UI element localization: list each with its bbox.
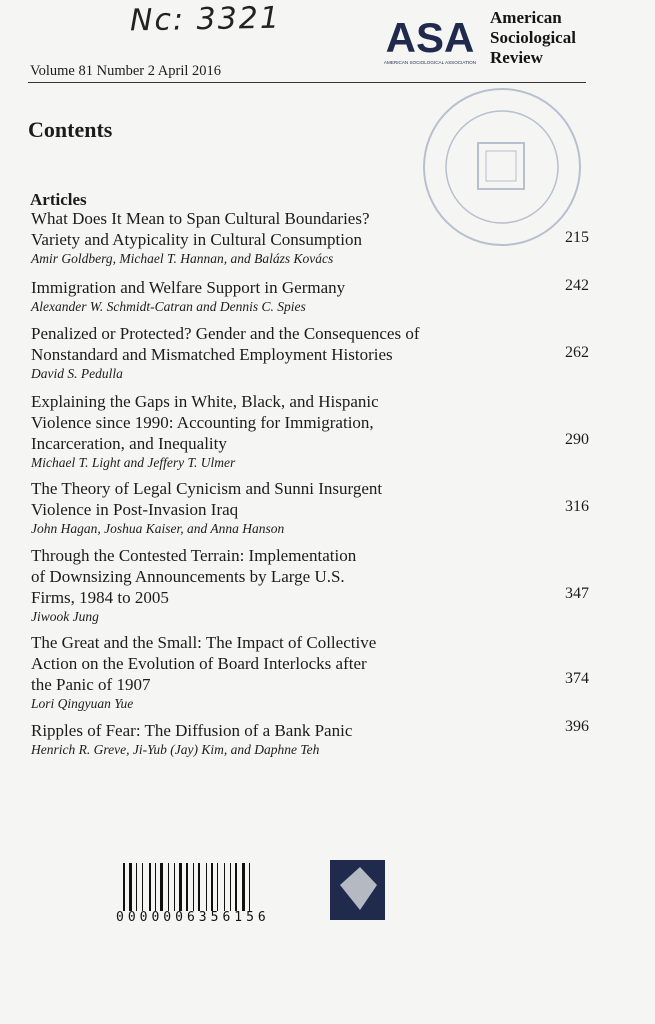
article-title[interactable]	[31, 277, 501, 298]
toc-entry[interactable]	[31, 545, 591, 625]
barcode-bar	[193, 863, 194, 911]
barcode-bar	[224, 863, 225, 911]
article-title-line: Violence in Post-Invasion Iraq	[31, 500, 239, 519]
asa-logo-subtext: AMERICAN SOCIOLOGICAL ASSOCIATION	[383, 60, 477, 65]
barcode-bar	[142, 863, 143, 911]
asa-logo	[376, 12, 484, 66]
article-title[interactable]	[31, 545, 501, 608]
handwritten-accession-note: Nc: 3321	[129, 0, 282, 39]
article-authors: David S. Pedulla	[31, 366, 123, 381]
article-page-number: 290	[565, 431, 589, 448]
journal-name-line: American	[490, 8, 562, 27]
article-title-line: Incarceration, and Inequality	[31, 434, 227, 453]
article-title[interactable]	[31, 720, 501, 741]
article-page-number: 316	[565, 498, 589, 515]
article-title-line: Ripples of Fear: The Diffusion of a Bank Panic	[31, 721, 353, 740]
article-title-line: the Panic of 1907	[31, 675, 151, 694]
article-page-number: 396	[565, 718, 589, 735]
barcode-bar	[217, 863, 218, 911]
article-title-line: The Theory of Legal Cynicism and Sunni Insurgent	[31, 479, 383, 498]
issue-info: Volume 81 Number 2 April 2016	[30, 63, 222, 79]
article-title-line: Nonstandard and Mismatched Employment Histories	[31, 345, 393, 364]
barcode-bar	[136, 863, 137, 911]
article-title-line: Action on the Evolution of Board Interlocks after	[31, 654, 367, 673]
toc-entry[interactable]	[31, 478, 591, 537]
barcode-bar	[235, 863, 237, 911]
barcode-bar	[155, 863, 156, 911]
article-title-line: of Downsizing Announcements by Large U.S.	[31, 567, 345, 586]
article-title[interactable]	[31, 632, 501, 695]
article-authors: Michael T. Light and Jeffery T. Ulmer	[31, 455, 236, 470]
article-authors: Jiwook Jung	[31, 609, 99, 624]
article-title-line: Immigration and Welfare Support in Germany	[31, 278, 346, 297]
toc-entry[interactable]	[31, 632, 591, 712]
toc-entry[interactable]	[31, 323, 591, 382]
article-title-line: Through the Contested Terrain: Implementation	[31, 546, 357, 565]
barcode-bar	[129, 863, 132, 911]
article-title-line: Violence since 1990: Accounting for Immigration,	[31, 413, 374, 432]
barcode-bar	[230, 863, 231, 911]
article-page-number: 215	[565, 229, 589, 246]
barcode-number: 0000006356156	[116, 910, 270, 925]
barcode-bar	[179, 863, 182, 911]
article-page-number: 262	[565, 344, 589, 361]
article-title-line: What Does It Mean to Span Cultural Boundaries?	[31, 209, 370, 228]
article-page-number: 374	[565, 670, 589, 687]
article-title-line: Variety and Atypicality in Cultural Consumption	[31, 230, 362, 249]
barcode-bar	[123, 863, 125, 911]
barcode-bars	[123, 863, 250, 911]
journal-name-line: Review	[490, 48, 543, 67]
header-divider	[28, 82, 586, 83]
article-authors: Amir Goldberg, Michael T. Hannan, and Balázs Kovács	[31, 251, 334, 266]
article-authors: Lori Qingyuan Yue	[31, 696, 134, 711]
article-title[interactable]	[31, 323, 501, 365]
toc-entry[interactable]	[31, 208, 591, 267]
barcode-bar	[211, 863, 213, 911]
barcode-bar	[206, 863, 207, 911]
barcode-bar	[186, 863, 188, 911]
barcode-bar	[242, 863, 245, 911]
toc-entry[interactable]	[31, 391, 591, 471]
articles-section-heading: Articles	[30, 190, 87, 209]
asa-logo-letters: ASA	[385, 14, 475, 61]
article-page-number: 242	[565, 277, 589, 294]
barcode-bar	[249, 863, 250, 911]
article-authors: Henrich R. Greve, Ji-Yub (Jay) Kim, and Daphne Teh	[31, 742, 320, 757]
article-title[interactable]	[31, 391, 501, 454]
barcode-bar	[168, 863, 169, 911]
article-title[interactable]	[31, 208, 501, 250]
journal-name	[490, 8, 576, 68]
contents-heading: Contents	[28, 117, 113, 142]
article-authors: John Hagan, Joshua Kaiser, and Anna Hanson	[31, 521, 285, 536]
barcode-bar	[198, 863, 200, 911]
article-title[interactable]	[31, 478, 501, 520]
article-authors: Alexander W. Schmidt-Catran and Dennis C. Spies	[31, 299, 306, 314]
article-title-line: Explaining the Gaps in White, Black, and Hispanic	[31, 392, 379, 411]
article-title-line: The Great and the Small: The Impact of Collective	[31, 633, 377, 652]
article-title-line: Penalized or Protected? Gender and the Consequences of	[31, 324, 420, 343]
toc-entry[interactable]	[31, 277, 591, 315]
toc-entry[interactable]	[31, 720, 591, 758]
barcode-bar	[149, 863, 151, 911]
barcode-bar	[174, 863, 175, 911]
barcode-bar	[160, 863, 163, 911]
article-page-number: 347	[565, 585, 589, 602]
journal-name-line: Sociological	[490, 28, 576, 47]
article-title-line: Firms, 1984 to 2005	[31, 588, 169, 607]
